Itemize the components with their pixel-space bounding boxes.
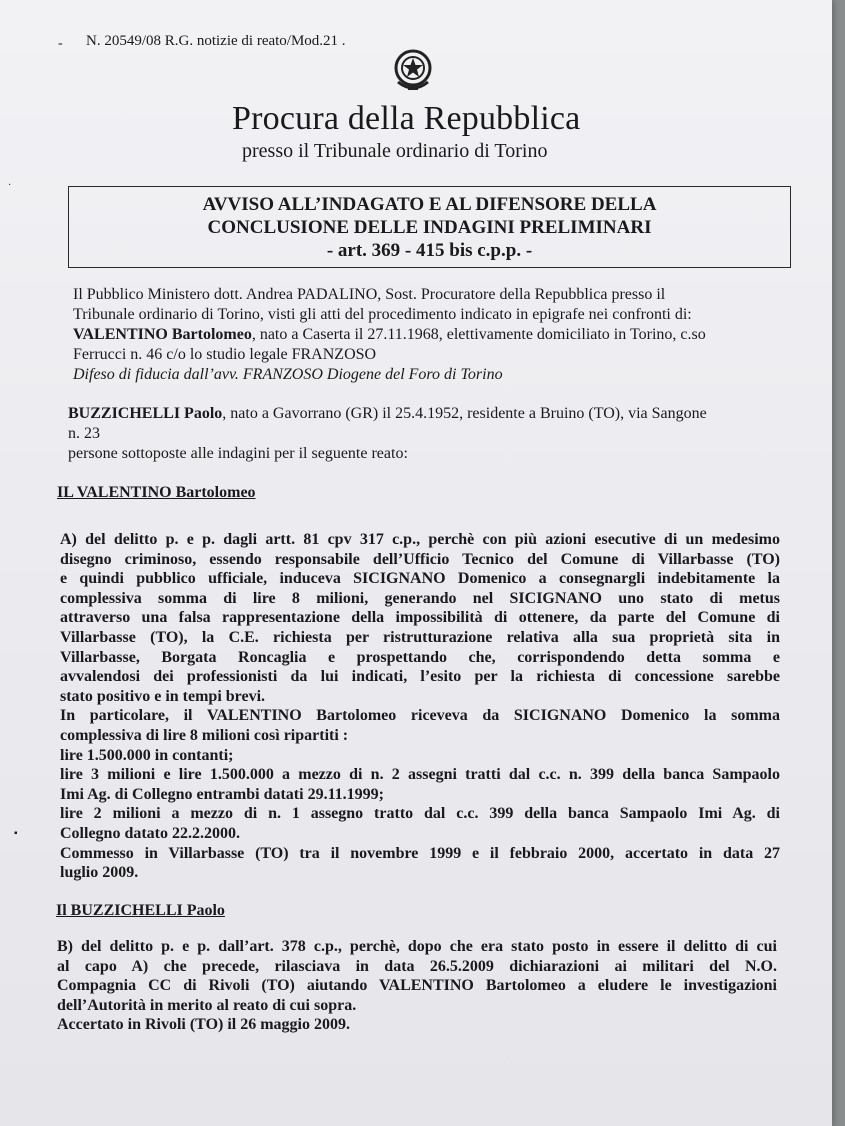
suspect-1-details: , nato a Caserta il 27.11.1968, elettivamente domiciliato in Torino, c.so	[251, 326, 706, 343]
notice-line-2: CONCLUSIONE DELLE INDAGINI PRELIMINARI	[207, 217, 652, 238]
intro-paragraph	[73, 285, 793, 385]
reference-number: N. 20549/08 R.G. notizie di reato/Mod.21 .	[86, 33, 346, 49]
page-subtitle: presso il Tribunale ordinario di Torino	[242, 140, 548, 162]
suspect-1-name: VALENTINO Bartolomeo	[73, 326, 252, 343]
section-a-line: complessiva somma di lire 8 milioni, generando nel SICIGNANO uno stato di metus	[60, 589, 780, 607]
section-a-line: avvalendosi dei professionisti da lui indicati, l’esito per la richiesta di concessione sarebbe	[60, 668, 780, 686]
section-a-heading: IL VALENTINO Bartolomeo	[57, 484, 256, 501]
section-a-line: attraverso una falsa rappresentazione della impossibilità di ottenere, da parte del Comune di	[60, 609, 780, 627]
notice-line-1: AVVISO ALL’INDAGATO E AL DIFENSORE DELLA	[202, 194, 657, 215]
section-a-line: lire 1.500.000 in contanti;	[60, 746, 234, 764]
section-b-line: al capo A) che precede, rilasciava in data 26.5.2009 dichiarazioni ai militari del N.O.	[57, 957, 777, 975]
section-a-line: lire 3 milioni e lire 1.500.000 a mezzo di n. 2 assegni tratti dal c.c. n. 399 della banca Sampaolo	[60, 766, 780, 784]
suspect-2-line	[68, 404, 788, 424]
section-a-line: e quindi pubblico ufficiale, induceva SICIGNANO Domenico a consegnargli indebitamente la	[60, 570, 780, 588]
section-b-line: Compagnia CC di Rivoli (TO) aiutando VALENTINO Bartolomeo a eludere le investigazioni	[57, 977, 777, 995]
page-title: Procura della Repubblica	[232, 100, 581, 137]
suspect-1-line	[73, 325, 793, 345]
section-a-line: In particolare, il VALENTINO Bartolomeo riceveva da SICIGNANO Domenico la somma	[60, 707, 780, 725]
section-a-line: Collegno datato 22.2.2000.	[60, 824, 240, 842]
section-a-line: lire 2 milioni a mezzo di n. 1 assegno tratto dal c.c. 399 della banca Sampaolo Imi Ag. di	[60, 805, 780, 823]
section-b-line: B) del delitto p. e p. dall’art. 378 c.p., perchè, dopo che era stato posto in essere il delitto di cui	[57, 938, 777, 955]
italian-republic-emblem-icon	[390, 44, 436, 96]
section-b-heading: Il BUZZICHELLI Paolo	[56, 902, 225, 919]
suspect-1-defense: Difeso di fiducia dall’avv. FRANZOSO Diogene del Foro di Torino	[73, 366, 503, 383]
section-b-line: dell’Autorità in merito al reato di cui sopra.	[57, 996, 357, 1014]
notice-box	[68, 186, 791, 268]
section-a-line: Villarbasse (TO), la C.E. richiesta per ristrutturazione relativa alla sua proprietà sita in	[60, 628, 780, 646]
suspect-2-paragraph	[68, 404, 788, 464]
intro-line: Il Pubblico Ministero dott. Andrea PADALINO, Sost. Procuratore della Repubblica presso il	[73, 286, 666, 303]
section-a-line: stato positivo e in tempi brevi.	[60, 687, 266, 705]
notice-line-3: - art. 369 - 415 bis c.p.p. -	[326, 240, 533, 261]
section-a-line: Villarbasse, Borgata Roncaglia e prospettando che, corrispondendo detta somma e	[60, 648, 780, 666]
section-a-body	[60, 530, 780, 883]
section-a-line: Imi Ag. di Collegno entrambi datati 29.11.1999;	[60, 785, 385, 803]
suspect-2-details: , nato a Gavorrano (GR) il 25.4.1952, residente a Bruino (TO), via Sangone	[222, 405, 707, 422]
section-b-body	[57, 937, 777, 1035]
section-a-line: Commesso in Villarbasse (TO) tra il novembre 1999 e il febbraio 2000, accertato in data 27	[60, 844, 780, 862]
section-a-line: complessiva di lire 8 milioni così ripartiti :	[60, 726, 349, 744]
margin-mark: ·	[8, 180, 12, 191]
intro-line: Tribunale ordinario di Torino, visti gli atti del procedimento indicato in epigrafe nei confronti di:	[73, 306, 692, 323]
section-b-line: Accertato in Rivoli (TO) il 26 maggio 2009.	[57, 1016, 350, 1034]
suspect-2-address: n. 23	[68, 425, 100, 442]
section-a-line: luglio 2009.	[60, 864, 139, 882]
suspect-2-name: BUZZICHELLI Paolo	[68, 405, 223, 422]
section-a-line: A) del delitto p. e p. dagli artt. 81 cpv 317 c.p., perchè con più azioni esecutive di un medesimo	[60, 531, 780, 548]
margin-mark: ▪	[14, 828, 18, 839]
suspect-1-address: Ferrucci n. 46 c/o lo studio legale FRANZOSO	[73, 346, 377, 363]
intro-closing: persone sottoposte alle indagini per il seguente reato:	[68, 445, 408, 462]
section-a-line: disegno criminoso, essendo responsabile dell’Ufficio Tecnico del Comune di Villarbasse (TO)	[60, 550, 780, 568]
margin-mark: -	[58, 36, 63, 51]
